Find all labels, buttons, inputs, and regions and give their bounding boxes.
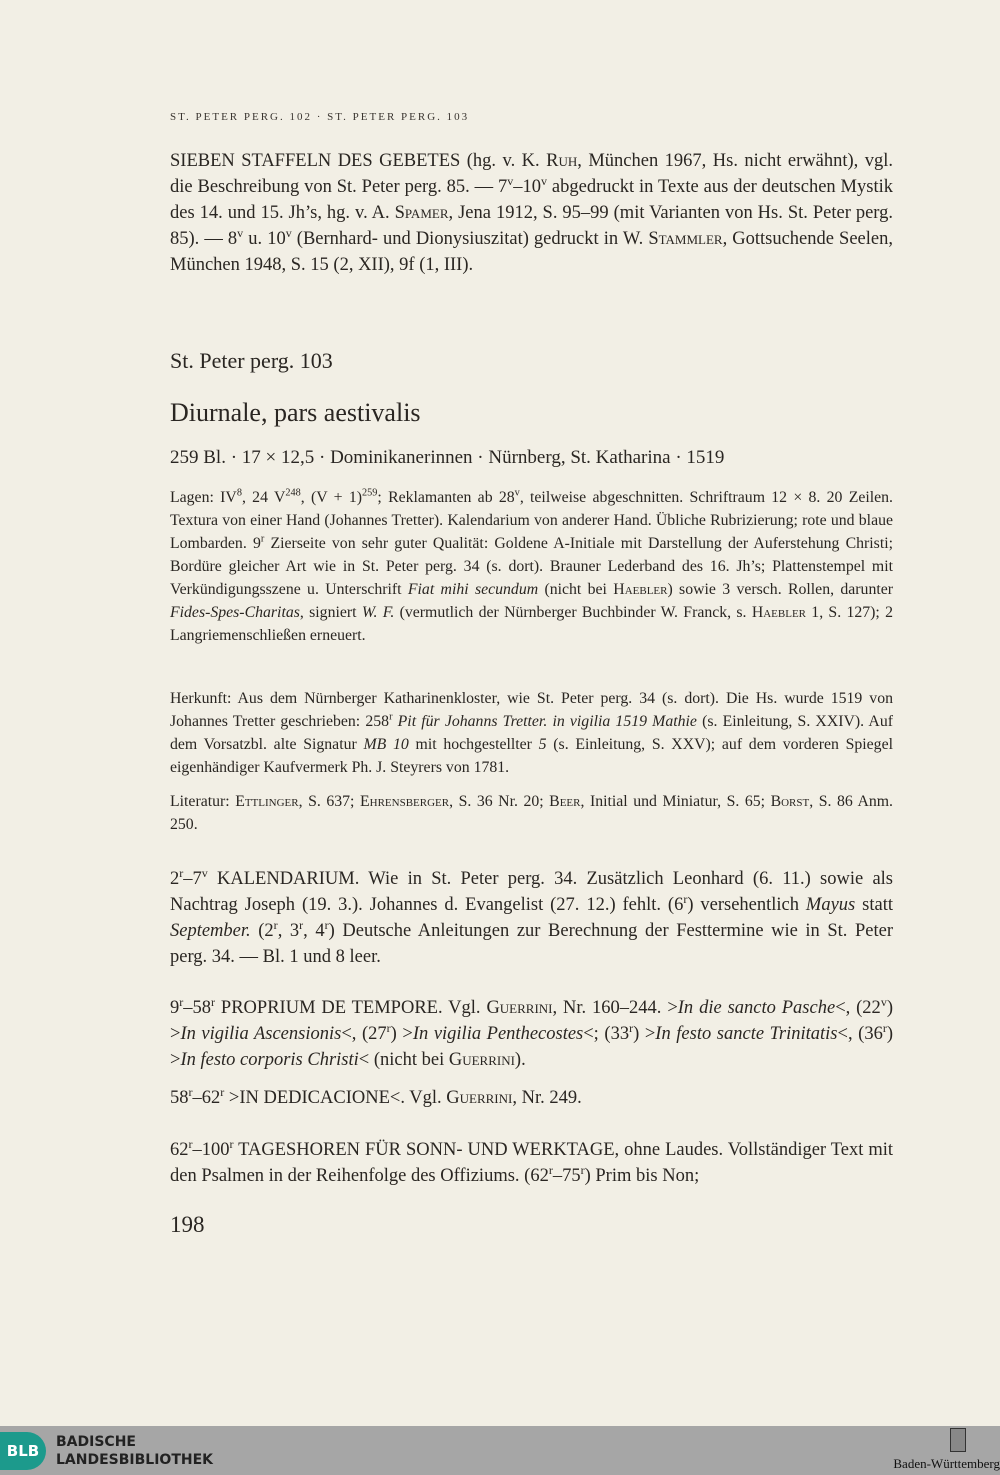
text-run: Lagen: IV bbox=[170, 489, 237, 506]
folio-superscript: v bbox=[541, 173, 548, 188]
folio-superscript: v bbox=[237, 225, 244, 240]
text-run: ; Reklamanten ab 28 bbox=[377, 489, 515, 506]
text-run: , Jena 1912, S. 95–99 (mit Varianten von Hs. St. Peter perg. 85). — 8 bbox=[170, 203, 894, 249]
italic-text: In festo sancte Trinitatis bbox=[655, 1024, 838, 1044]
text-run: , 4 bbox=[303, 921, 325, 941]
author-name: Beer bbox=[549, 793, 581, 810]
text-run: –10 bbox=[513, 177, 542, 197]
text-run: < (nicht bei bbox=[358, 1050, 449, 1070]
author-name: Ehrensberger bbox=[359, 793, 450, 810]
folio-superscript: v bbox=[285, 225, 292, 240]
folio-superscript: r bbox=[324, 917, 329, 932]
text-run: –58 bbox=[183, 998, 212, 1018]
footer-bar bbox=[0, 1426, 1000, 1475]
folio-superscript: r bbox=[580, 1162, 585, 1177]
text-run: <, (27 bbox=[341, 1024, 387, 1044]
text-run: statt bbox=[855, 895, 893, 915]
dedicacione-paragraph bbox=[170, 1085, 893, 1111]
italic-text: Fides-Spes-Charitas bbox=[170, 604, 300, 621]
italic-text: In die sancto Pasche bbox=[677, 998, 836, 1018]
text-run: <, (22 bbox=[835, 998, 881, 1018]
tageshoren-paragraph bbox=[170, 1137, 893, 1189]
text-run: <; (33 bbox=[583, 1024, 630, 1044]
folio-superscript: 8 bbox=[236, 487, 242, 499]
text-run: 62 bbox=[170, 1140, 189, 1160]
library-name[interactable] bbox=[56, 1433, 213, 1469]
text-run: SIEBEN STAFFELN DES GEBETES (hg. v. K. bbox=[170, 151, 547, 171]
text-run: –75 bbox=[552, 1166, 581, 1186]
italic-text: Pit für Johanns Tretter. in vigilia 1519 Mathie bbox=[397, 713, 697, 730]
folio-superscript: v bbox=[880, 994, 887, 1009]
manuscript-meta: 259 Bl. · 17 × 12,5 · Dominikanerinnen · Nürnberg, St. Katharina · 1519 bbox=[170, 447, 725, 468]
folio-superscript: r bbox=[179, 865, 184, 880]
folio-superscript: r bbox=[299, 917, 304, 932]
italic-text: 5 bbox=[538, 736, 547, 753]
folio-superscript: r bbox=[179, 994, 184, 1009]
italic-text: In vigilia Penthecostes bbox=[412, 1024, 584, 1044]
author-name: Haebler bbox=[613, 581, 668, 598]
italic-text: Mayus bbox=[805, 895, 856, 915]
text-run: ) > bbox=[633, 1024, 656, 1044]
folio-superscript: r bbox=[548, 1162, 553, 1177]
folio-superscript: r bbox=[683, 891, 688, 906]
text-run: ) versehentlich bbox=[687, 895, 806, 915]
text-run: ) > bbox=[170, 998, 893, 1044]
italic-text: September. bbox=[170, 921, 251, 941]
text-run: ) Prim bis Non; bbox=[584, 1166, 700, 1186]
proprium-paragraph bbox=[170, 995, 893, 1073]
author-name: Borst bbox=[770, 793, 810, 810]
author-name: Ruh bbox=[546, 151, 578, 171]
author-name: Guerrini bbox=[446, 1088, 513, 1108]
text-run: Literatur: bbox=[170, 793, 236, 810]
text-run: , 3 bbox=[277, 921, 300, 941]
text-run: (Bernhard- und Dionysiuszitat) gedruckt in W. bbox=[291, 229, 649, 249]
text-run: , S. 36 Nr. 20; bbox=[449, 793, 550, 810]
italic-text: W. F. bbox=[361, 604, 395, 621]
text-run: KALENDARIUM. Wie in St. Peter perg. 34. Zusätzlich Leonhard (6. 11.) sowie als Nachtrag Joseph (19. 3.). Johannes d. Evangelist (27. 12.) fehlt. (6 bbox=[170, 869, 893, 915]
text-run: , teilweise abgeschnitten. Schriftraum 12 × 8. 20 Zeilen. Textura von einer Hand (Johannes Tretter). Kalendarium von anderer Hand. Übliche Rubrizierung; rote und blaue Lombarden. 9 bbox=[170, 489, 893, 552]
folio-superscript: r bbox=[882, 1020, 887, 1035]
text-run: mit hochgestellter bbox=[408, 736, 539, 753]
italic-text: In festo corporis Christi bbox=[180, 1050, 359, 1070]
text-run: 58 bbox=[170, 1088, 189, 1108]
text-run: (vermutlich der Nürnberger Buchbinder W. Franck, s. bbox=[394, 604, 752, 621]
folio-superscript: v bbox=[201, 865, 208, 880]
folio-superscript: r bbox=[273, 917, 278, 932]
folio-superscript: r bbox=[229, 1136, 234, 1151]
state-crest-icon bbox=[950, 1428, 966, 1452]
text-run: 1, S. 127); 2 Langriemenschließen erneuert. bbox=[170, 604, 894, 644]
text-run: TAGESHOREN FÜR SONN- UND WERKTAGE, ohne Laudes. Vollständiger Text mit den Psalmen in der Reihenfolge des Offiziums. (62 bbox=[170, 1140, 893, 1186]
text-run: Zierseite von sehr guter Qualität: Goldene A-Initiale mit Darstellung der Auferstehung Christi; Bordüre gleicher Art wie in St. Peter perg. 34 (s. dort). Brauner Lederband des 16. Jh’s; Plattenstempel mit Verkündigungsszene u. Unterschrift bbox=[170, 535, 893, 598]
state-name: Baden-Württemberg bbox=[893, 1456, 1000, 1471]
text-run: , (V + 1) bbox=[300, 489, 362, 506]
lagen-paragraph bbox=[170, 486, 893, 647]
running-head: ST. PETER PERG. 102 · ST. PETER PERG. 103 bbox=[170, 111, 470, 123]
text-run: ). bbox=[514, 1050, 526, 1070]
author-name: Spamer bbox=[394, 203, 449, 223]
folio-superscript: 248 bbox=[285, 487, 301, 499]
text-run: ) > bbox=[170, 1024, 894, 1070]
text-run: , 24 V bbox=[241, 489, 286, 506]
text-run: , S. 86 Anm. 250. bbox=[170, 793, 893, 833]
text-run: ) sowie 3 versch. Rollen, darunter bbox=[667, 581, 893, 598]
text-run: , München 1967, Hs. nicht erwähnt), vgl. die Beschreibung von St. Peter perg. 85. — 7 bbox=[170, 151, 893, 197]
intro-paragraph bbox=[170, 148, 893, 278]
folio-superscript: r bbox=[389, 711, 393, 723]
library-line2: LANDESBIBLIOTHEK bbox=[56, 1452, 214, 1468]
text-run: , Nr. 160–244. > bbox=[552, 998, 678, 1018]
text-run: (s. Einleitung, S. XXV); auf dem vorderen Spiegel eigenhändiger Kaufvermerk Ph. J. Steyrers von 1781. bbox=[170, 736, 893, 776]
text-run: 2 bbox=[170, 869, 180, 889]
text-run: , Gottsuchende Seelen, München 1948, S. 15 (2, XII), 9f (1, III). bbox=[170, 229, 893, 275]
text-run: >IN DEDICACIONE<. Vgl. bbox=[224, 1088, 447, 1108]
text-run: , Initial und Miniatur, S. 65; bbox=[580, 793, 771, 810]
folio-superscript: r bbox=[629, 1020, 634, 1035]
author-name: Stammler bbox=[648, 229, 723, 249]
author-name: Ettlinger bbox=[235, 793, 299, 810]
herkunft-paragraph bbox=[170, 687, 893, 779]
library-line1: BADISCHE bbox=[56, 1434, 136, 1450]
text-run: (2 bbox=[250, 921, 274, 941]
folio-superscript: r bbox=[188, 1084, 193, 1099]
text-run: ) > bbox=[390, 1024, 413, 1044]
folio-superscript: r bbox=[260, 533, 265, 545]
folio-superscript: v bbox=[507, 173, 514, 188]
italic-text: MB 10 bbox=[363, 736, 409, 753]
text-run: u. 10 bbox=[243, 229, 286, 249]
text-run: , Nr. 249. bbox=[512, 1088, 582, 1108]
text-run: abgedruckt in Texte aus der deutschen Mystik des 14. und 15. Jh’s, hg. v. A. bbox=[170, 177, 893, 223]
blb-logo[interactable]: BLB bbox=[0, 1432, 46, 1470]
author-name: Guerrini bbox=[448, 1050, 515, 1070]
folio-superscript: r bbox=[211, 994, 216, 1009]
folio-superscript: 259 bbox=[362, 487, 378, 499]
text-run: PROPRIUM DE TEMPORE. Vgl. bbox=[215, 998, 487, 1018]
text-run: , S. 637; bbox=[298, 793, 360, 810]
text-run: –62 bbox=[192, 1088, 221, 1108]
italic-text: Fiat mihi secundum bbox=[407, 581, 539, 598]
kalendarium-paragraph bbox=[170, 866, 893, 970]
author-name: Haebler bbox=[751, 604, 806, 621]
text-run: , signiert bbox=[299, 604, 362, 621]
author-name: Guerrini bbox=[486, 998, 553, 1018]
text-run: –7 bbox=[183, 869, 202, 889]
page-number: 198 bbox=[170, 1212, 205, 1237]
title-heading: Diurnale, pars aestivalis bbox=[170, 398, 421, 427]
text-run: 9 bbox=[170, 998, 180, 1018]
text-run: ) Deutsche Anleitungen zur Berechnung der Festtermine wie in St. Peter perg. 34. — Bl. 1 und 8 leer. bbox=[170, 921, 894, 967]
folio-superscript: v bbox=[514, 487, 520, 499]
literatur-paragraph bbox=[170, 790, 893, 836]
text-run: (s. Einleitung, S. XXIV). Auf dem Vorsatzbl. alte Signatur bbox=[170, 713, 893, 753]
folio-superscript: r bbox=[220, 1084, 225, 1099]
shelfmark-heading: St. Peter perg. 103 bbox=[170, 348, 333, 373]
text-run: (nicht bei bbox=[538, 581, 614, 598]
italic-text: In vigilia Ascensionis bbox=[180, 1024, 342, 1044]
folio-superscript: r bbox=[386, 1020, 391, 1035]
text-run: Herkunft: Aus dem Nürnberger Katharinenkloster, wie St. Peter perg. 34 (s. dort). Die Hs. wurde 1519 von Johannes Tretter geschrieben: 258 bbox=[170, 690, 893, 730]
text-run: –100 bbox=[192, 1140, 230, 1160]
text-run: <, (36 bbox=[837, 1024, 883, 1044]
folio-superscript: r bbox=[188, 1136, 193, 1151]
